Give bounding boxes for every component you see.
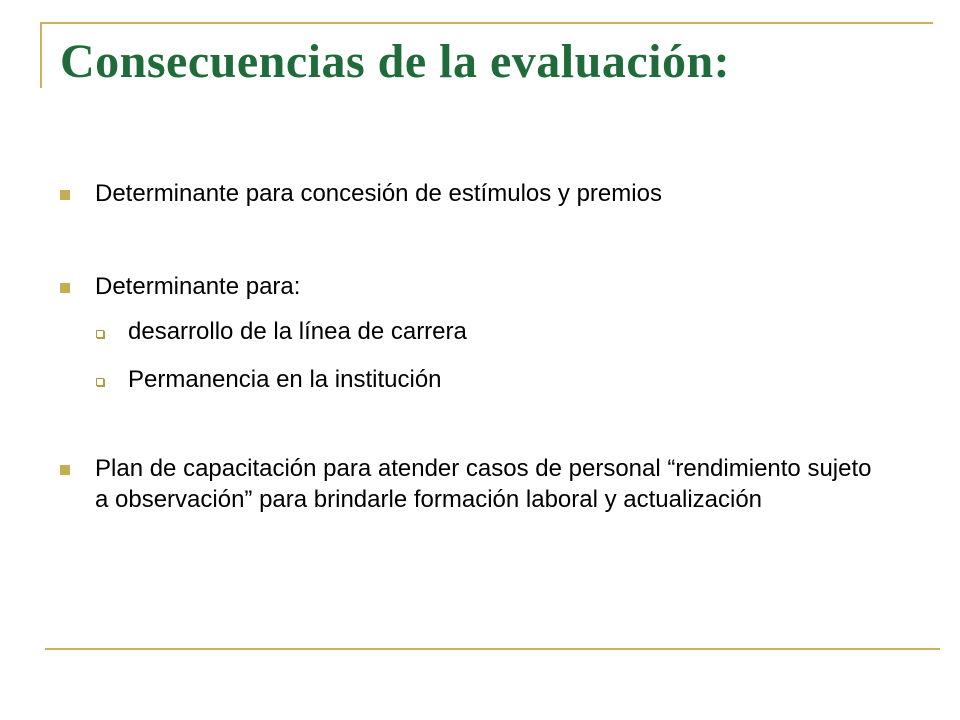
sub-item-carrera (96, 316, 467, 347)
bullet-item-estimulos (60, 178, 875, 209)
bullet-text: Determinante para: (95, 273, 301, 300)
bottom-rule (45, 648, 940, 650)
hollow-square-icon (96, 378, 104, 386)
top-rule (40, 22, 933, 24)
bullet-item-determinante (60, 271, 875, 302)
sub-item-permanencia (96, 364, 442, 395)
sub-item-text: desarrollo de la línea de carrera (128, 318, 467, 345)
slide-title: Consecuencias de la evaluación: (60, 35, 731, 88)
filled-square-icon (60, 283, 70, 293)
sub-item-text: Permanencia en la institución (128, 366, 442, 393)
bullet-text: Plan de capacitación para atender casos de personal “rendimiento sujeto a observación” para brindarle formación laboral y actualización (95, 455, 872, 513)
bullet-text: Determinante para concesión de estímulos y premios (95, 180, 662, 207)
filled-square-icon (60, 190, 70, 200)
bullet-item-capacitacion (60, 453, 875, 515)
filled-square-icon (60, 465, 70, 475)
left-rule (40, 22, 42, 88)
hollow-square-icon (96, 330, 104, 338)
